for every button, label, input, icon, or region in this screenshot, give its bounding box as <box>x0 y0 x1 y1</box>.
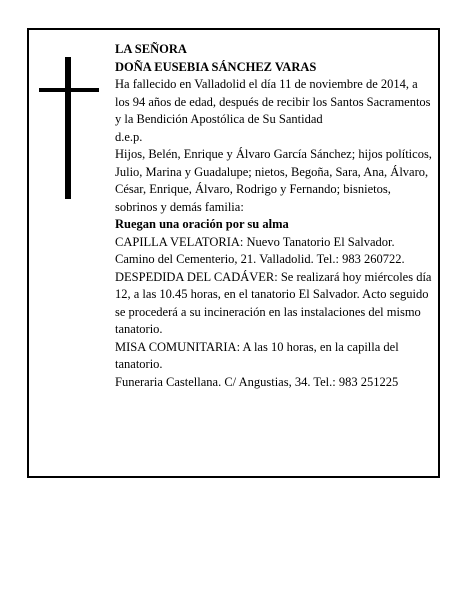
deceased-name: DOÑA EUSEBIA SÁNCHEZ VARAS <box>115 59 317 74</box>
obituary-notice <box>27 28 440 478</box>
notice-title: LA SEÑORA <box>115 42 187 56</box>
cross-horizontal-bar <box>39 88 99 92</box>
chapel-info: CAPILLA VELATORIA: Nuevo Tanatorio El Salvador. Camino del Cementerio, 21. Valladolid. Tel.: 983 260722. <box>115 234 405 266</box>
farewell-info: DESPEDIDA DEL CADÁVER: Se realizará hoy miércoles día 12, a las 10.45 horas, en el tanatorio El Salvador. Acto seguido se procederá a su incineración en las instalaciones del mismo tanatorio. <box>115 269 432 336</box>
funeral-home-info: Funeraria Castellana. C/ Angustias, 34. Tel.: 983 251225 <box>115 374 399 389</box>
cross-vertical-bar <box>65 57 71 199</box>
mass-info: MISA COMUNITARIA: A las 10 horas, en la capilla del tanatorio. <box>115 339 399 371</box>
rip-line: d.e.p. <box>115 129 143 144</box>
death-info: Ha fallecido en Valladolid el día 11 de noviembre de 2014, a los 94 años de edad, después de recibir los Santos Sacramentos y la Bendición Apostólica de Su Santidad <box>115 77 431 126</box>
prayer-request: Ruegan una oración por su alma <box>115 217 289 231</box>
cross-icon <box>39 57 99 199</box>
family-list: Hijos, Belén, Enrique y Álvaro García Sánchez; hijos políticos, Julio, Marina y Guadalupe; nietos, Begoña, Sara, Ana, Álvaro, César, Enrique, Álvaro, Rodrigo y Fernando; bisnietos, sobrinos y demás familia: <box>115 147 432 214</box>
notice-text <box>115 41 433 391</box>
